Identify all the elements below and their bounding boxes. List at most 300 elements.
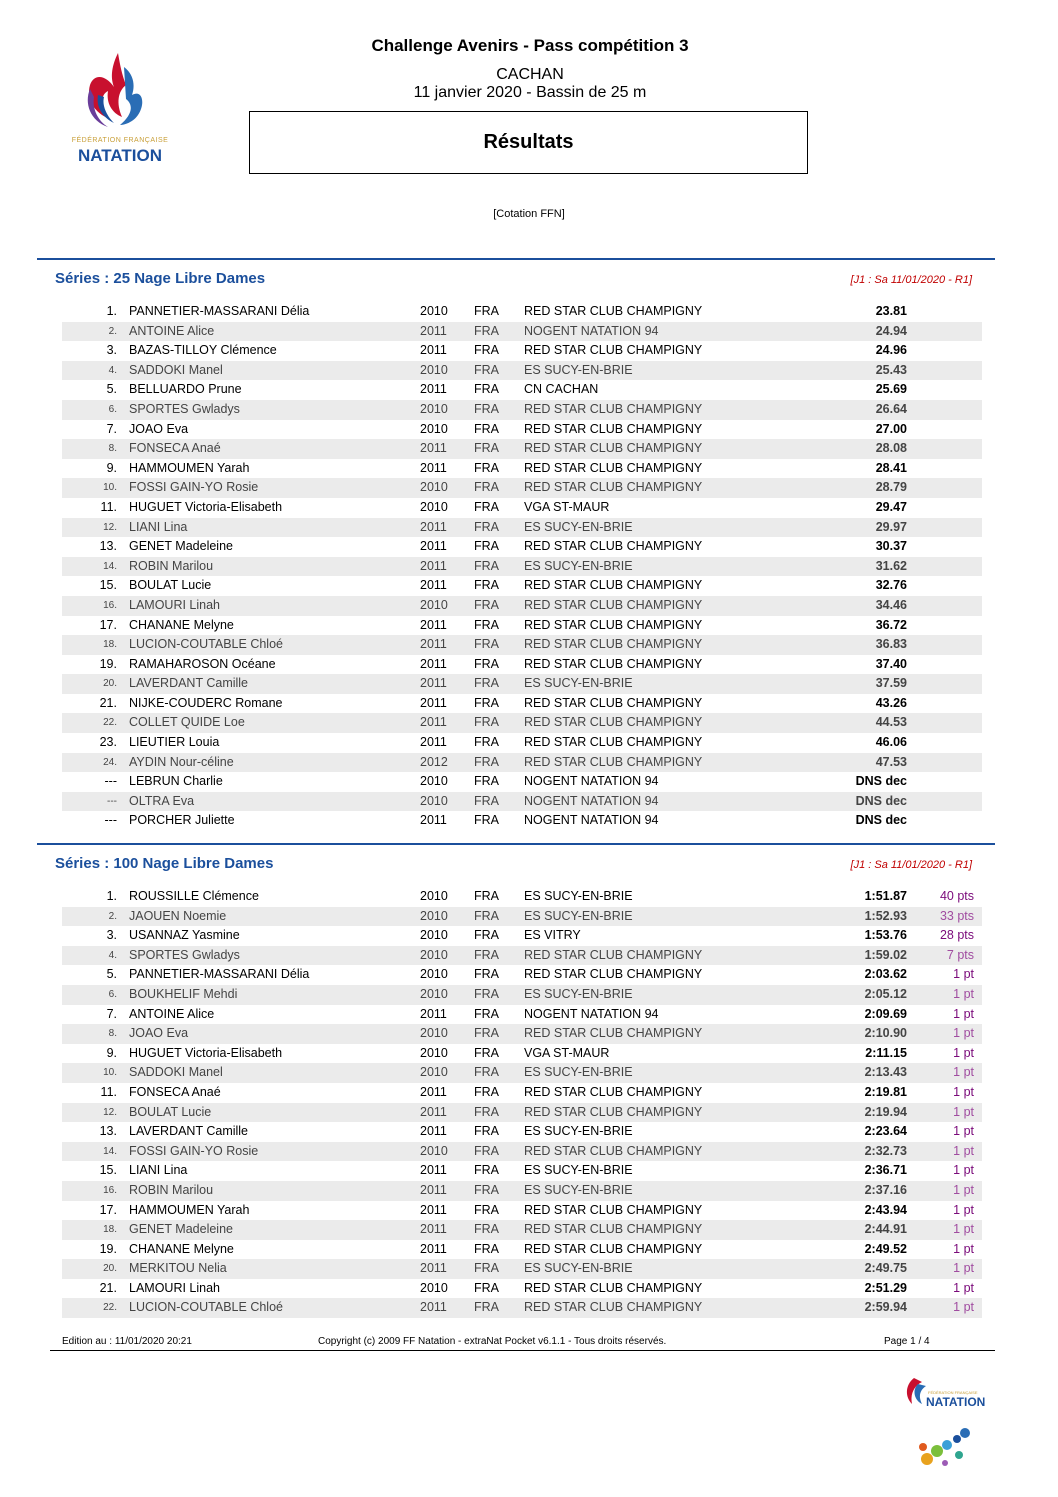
nationality: FRA <box>474 967 499 982</box>
nationality: FRA <box>474 304 499 318</box>
rank-cell: 4. <box>108 949 117 961</box>
rank-cell: 9. <box>106 1045 117 1060</box>
swimmer-name: FOSSI GAIN-YO Rosie <box>129 480 259 495</box>
results-table <box>62 887 982 1318</box>
nationality: FRA <box>474 986 499 1001</box>
table-row <box>62 674 982 694</box>
table-row <box>62 557 982 577</box>
club-name: RED STAR CLUB CHAMPIGNY <box>524 421 703 436</box>
rank-cell: 14. <box>103 1145 117 1157</box>
swimmer-name: SPORTES Gwladys <box>129 947 240 962</box>
birth-year: 2010 <box>420 499 448 514</box>
rooster-icon <box>60 45 180 137</box>
nationality: FRA <box>474 441 499 456</box>
club-name: ES VITRY <box>524 928 581 943</box>
table-row <box>62 420 982 440</box>
rank-cell: 22. <box>103 1302 117 1314</box>
race-time: 24.94 <box>875 323 907 338</box>
nationality: FRA <box>474 774 499 789</box>
table-row <box>62 478 982 498</box>
race-time: 46.06 <box>875 735 907 750</box>
birth-year: 2010 <box>420 362 448 377</box>
table-row <box>62 518 982 538</box>
section-session: [J1 : Sa 11/01/2020 - R1] <box>850 274 972 286</box>
table-row <box>62 400 982 420</box>
nationality: FRA <box>474 1280 499 1295</box>
rank-cell: 14. <box>103 560 117 572</box>
birth-year: 2010 <box>420 793 448 808</box>
birth-year: 2010 <box>420 1065 448 1080</box>
rank-cell: 10. <box>103 1067 117 1079</box>
race-time: 1:51.87 <box>864 889 907 903</box>
table-row <box>62 537 982 557</box>
table-row <box>62 1024 982 1044</box>
club-name: RED STAR CLUB CHAMPIGNY <box>524 343 703 358</box>
race-time: 29.97 <box>875 519 907 534</box>
rank-cell: 20. <box>103 678 117 690</box>
meet-date: 11 janvier 2020 - Bassin de 25 m <box>413 84 647 101</box>
table-row <box>62 1083 982 1103</box>
rank-cell: --- <box>104 774 117 789</box>
rank-cell: 3. <box>106 343 117 358</box>
table-row <box>62 655 982 675</box>
birth-year: 2010 <box>420 480 448 495</box>
logo-federation-text: FÉDÉRATION FRANÇAISE <box>71 137 169 144</box>
rank-cell: 21. <box>99 1280 117 1295</box>
race-time: 36.72 <box>875 617 907 632</box>
club-name: ES SUCY-EN-BRIE <box>524 558 633 573</box>
swimmer-name: ROBIN Marilou <box>129 558 214 573</box>
club-name: ES SUCY-EN-BRIE <box>524 1182 633 1197</box>
birth-year: 2011 <box>420 558 447 573</box>
table-row <box>62 772 982 792</box>
table-row <box>62 322 982 342</box>
birth-year: 2011 <box>420 813 447 828</box>
nationality: FRA <box>474 735 499 750</box>
race-time: 2:10.90 <box>864 1026 907 1041</box>
race-time: 44.53 <box>875 715 907 730</box>
birth-year: 2010 <box>420 597 448 612</box>
birth-year: 2011 <box>420 656 447 671</box>
birth-year: 2011 <box>420 343 447 358</box>
birth-year: 2010 <box>420 986 448 1001</box>
table-row <box>62 733 982 753</box>
points: 1 pt <box>953 1222 974 1237</box>
club-name: RED STAR CLUB CHAMPIGNY <box>524 715 703 730</box>
rank-cell: 10. <box>103 482 117 494</box>
swimmer-name: FOSSI GAIN-YO Rosie <box>129 1143 259 1158</box>
rank-cell: 4. <box>108 364 117 376</box>
club-name: RED STAR CLUB CHAMPIGNY <box>524 617 703 632</box>
club-name: ES SUCY-EN-BRIE <box>524 986 633 1001</box>
club-name: RED STAR CLUB CHAMPIGNY <box>524 1104 703 1119</box>
rank-cell: 2. <box>108 325 117 337</box>
rank-cell: 1. <box>106 889 117 903</box>
nationality: FRA <box>474 1300 499 1315</box>
table-row <box>62 753 982 773</box>
rank-cell: 18. <box>103 639 117 651</box>
nationality: FRA <box>474 1143 499 1158</box>
footer-divider <box>50 1350 995 1351</box>
table-row <box>62 1103 982 1123</box>
birth-year: 2010 <box>420 421 448 436</box>
club-name: ES SUCY-EN-BRIE <box>524 676 633 691</box>
club-name: RED STAR CLUB CHAMPIGNY <box>524 1084 703 1099</box>
race-time: 26.64 <box>875 401 907 416</box>
rank-cell: 17. <box>99 617 117 632</box>
table-row <box>62 302 982 322</box>
section-divider <box>37 843 995 845</box>
race-time: DNS dec <box>855 793 907 808</box>
nationality: FRA <box>474 1045 499 1060</box>
rank-cell: 12. <box>103 1106 117 1118</box>
points: 1 pt <box>953 1241 974 1256</box>
swimmer-name: MERKITOU Nelia <box>129 1261 227 1276</box>
swimmer-name: OLTRA Eva <box>129 793 195 808</box>
club-name: RED STAR CLUB CHAMPIGNY <box>524 1202 703 1217</box>
birth-year: 2011 <box>420 578 447 593</box>
swimmer-name: LIANI Lina <box>129 1163 188 1178</box>
club-name: NOGENT NATATION 94 <box>524 774 659 789</box>
rank-cell: 7. <box>106 421 117 436</box>
rank-cell: 8. <box>108 443 117 455</box>
birth-year: 2011 <box>420 460 447 475</box>
nationality: FRA <box>474 539 499 554</box>
swimmer-name: SPORTES Gwladys <box>129 401 240 416</box>
birth-year: 2011 <box>420 1163 447 1178</box>
results-heading: Résultats <box>483 131 574 153</box>
rank-cell: 23. <box>99 735 117 750</box>
race-time: 24.96 <box>875 343 907 358</box>
race-time: 2:32.73 <box>864 1143 907 1158</box>
table-row <box>62 1220 982 1240</box>
table-row <box>62 1122 982 1142</box>
birth-year: 2010 <box>420 774 448 789</box>
swimmer-name: ROUSSILLE Clémence <box>129 889 259 903</box>
table-row <box>62 616 982 636</box>
swimmer-name: BELLUARDO Prune <box>129 382 242 397</box>
race-time: 30.37 <box>875 539 907 554</box>
race-time: 1:59.02 <box>864 947 907 962</box>
swimmer-name: FONSECA Anaé <box>129 441 221 456</box>
club-name: RED STAR CLUB CHAMPIGNY <box>524 401 703 416</box>
club-name: ES SUCY-EN-BRIE <box>524 1065 633 1080</box>
rank-cell: 15. <box>99 1163 117 1178</box>
club-name: RED STAR CLUB CHAMPIGNY <box>524 1222 703 1237</box>
results-heading-box <box>249 111 808 174</box>
table-row <box>62 596 982 616</box>
club-name: NOGENT NATATION 94 <box>524 793 659 808</box>
rank-cell: 12. <box>103 521 117 533</box>
club-name: RED STAR CLUB CHAMPIGNY <box>524 637 703 652</box>
points: 1 pt <box>953 1045 974 1060</box>
swimmer-name: USANNAZ Yasmine <box>129 928 240 943</box>
club-name: CN CACHAN <box>524 382 599 397</box>
rank-cell: 2. <box>108 910 117 922</box>
table-row <box>62 1044 982 1064</box>
birth-year: 2011 <box>420 695 447 710</box>
rank-cell: 5. <box>106 967 117 982</box>
club-name: ES SUCY-EN-BRIE <box>524 889 633 903</box>
nationality: FRA <box>474 1222 499 1237</box>
points: 28 pts <box>939 928 974 943</box>
race-time: 2:59.94 <box>864 1300 907 1315</box>
birth-year: 2011 <box>420 735 447 750</box>
birth-year: 2011 <box>420 1300 447 1315</box>
race-time: 25.69 <box>875 382 907 397</box>
swimmer-name: GENET Madeleine <box>129 539 233 554</box>
rank-cell: 3. <box>106 928 117 943</box>
race-time: 31.62 <box>875 558 907 573</box>
swimmer-name: LIANI Lina <box>129 519 188 534</box>
rank-cell: 1. <box>106 304 117 318</box>
nationality: FRA <box>474 1065 499 1080</box>
swimmer-name: AYDIN Nour-céline <box>129 754 234 769</box>
nationality: FRA <box>474 480 499 495</box>
meet-title: Challenge Avenirs - Pass compétition 3 <box>371 36 689 55</box>
rank-cell: 11. <box>100 1084 117 1099</box>
table-row <box>62 1240 982 1260</box>
rank-cell: 9. <box>106 460 117 475</box>
swimmer-name: ANTOINE Alice <box>129 323 215 338</box>
table-row <box>62 439 982 459</box>
table-row <box>62 1142 982 1162</box>
nationality: FRA <box>474 460 499 475</box>
section-session: [J1 : Sa 11/01/2020 - R1] <box>850 859 972 871</box>
rank-cell: 6. <box>108 988 117 1000</box>
table-row <box>62 1161 982 1181</box>
birth-year: 2011 <box>420 715 447 730</box>
nationality: FRA <box>474 362 499 377</box>
club-name: NOGENT NATATION 94 <box>524 323 659 338</box>
swimmer-name: BOULAT Lucie <box>129 578 212 593</box>
race-time: 27.00 <box>875 421 907 436</box>
meet-city: CACHAN <box>496 66 564 83</box>
table-row <box>62 887 982 907</box>
cotation-label: [Cotation FFN] <box>493 208 565 220</box>
birth-year: 2011 <box>420 1104 447 1119</box>
birth-year: 2011 <box>420 1222 447 1237</box>
race-time: 37.40 <box>875 656 907 671</box>
club-name: RED STAR CLUB CHAMPIGNY <box>524 597 703 612</box>
birth-year: 2011 <box>420 617 447 632</box>
swimmer-name: CHANANE Melyne <box>129 617 234 632</box>
nationality: FRA <box>474 1241 499 1256</box>
birth-year: 2011 <box>420 1006 447 1021</box>
race-time: 2:19.94 <box>864 1104 907 1119</box>
nationality: FRA <box>474 343 499 358</box>
birth-year: 2010 <box>420 1280 448 1295</box>
nationality: FRA <box>474 597 499 612</box>
rank-cell: 13. <box>99 539 117 554</box>
swimmer-name: LEBRUN Charlie <box>129 774 223 789</box>
points: 7 pts <box>946 947 974 962</box>
rank-cell: 8. <box>108 1028 117 1040</box>
club-name: RED STAR CLUB CHAMPIGNY <box>524 754 703 769</box>
swimmer-name: LAVERDANT Camille <box>129 1124 249 1139</box>
nationality: FRA <box>474 637 499 652</box>
race-time: 28.08 <box>875 441 907 456</box>
nationality: FRA <box>474 382 499 397</box>
swimmer-name: JAOUEN Noemie <box>129 908 227 923</box>
swimmer-name: HAMMOUMEN Yarah <box>129 1202 250 1217</box>
birth-year: 2010 <box>420 967 448 982</box>
nationality: FRA <box>474 1026 499 1041</box>
swimmer-name: LAMOURI Linah <box>129 1280 221 1295</box>
footer-copyright: Copyright (c) 2009 FF Natation - extraNat Pocket v6.1.1 - Tous droits réservés. <box>318 1336 667 1347</box>
swimmer-name: LAVERDANT Camille <box>129 676 249 691</box>
nationality: FRA <box>474 928 499 943</box>
swimmer-name: FONSECA Anaé <box>129 1084 221 1099</box>
swimmer-name: SADDOKI Manel <box>129 362 223 377</box>
swimmer-name: BOUKHELIF Mehdi <box>129 986 238 1001</box>
nationality: FRA <box>474 1006 499 1021</box>
nationality: FRA <box>474 578 499 593</box>
points: 1 pt <box>953 1300 974 1315</box>
birth-year: 2010 <box>420 928 448 943</box>
club-name: VGA ST-MAUR <box>524 1045 610 1060</box>
rank-cell: 17. <box>99 1202 117 1217</box>
club-name: RED STAR CLUB CHAMPIGNY <box>524 578 703 593</box>
race-time: 2:36.71 <box>864 1163 907 1178</box>
birth-year: 2010 <box>420 889 448 903</box>
table-row <box>62 694 982 714</box>
rank-cell: 18. <box>103 1224 117 1236</box>
swimmer-name: ANTOINE Alice <box>129 1006 215 1021</box>
nationality: FRA <box>474 1084 499 1099</box>
birth-year: 2010 <box>420 401 448 416</box>
svg-text:NATATION: NATATION <box>926 1395 986 1409</box>
birth-year: 2011 <box>420 441 447 456</box>
nationality: FRA <box>474 421 499 436</box>
race-time: 2:13.43 <box>864 1065 907 1080</box>
nationality: FRA <box>474 499 499 514</box>
swimmer-name: LUCION-COUTABLE Chloé <box>129 637 283 652</box>
points: 1 pt <box>953 1026 974 1041</box>
nationality: FRA <box>474 676 499 691</box>
race-time: 37.59 <box>875 676 907 691</box>
race-time: 2:49.75 <box>864 1261 907 1276</box>
birth-year: 2010 <box>420 947 448 962</box>
rank-cell: 13. <box>99 1124 117 1139</box>
table-row <box>62 1005 982 1025</box>
birth-year: 2011 <box>420 1261 447 1276</box>
swimmer-name: BAZAS-TILLOY Clémence <box>129 343 277 358</box>
race-time: DNS dec <box>855 813 907 828</box>
birth-year: 2011 <box>420 1202 447 1217</box>
birth-year: 2011 <box>420 382 447 397</box>
rank-cell: 24. <box>103 756 117 768</box>
race-time: 1:52.93 <box>864 908 907 923</box>
club-name: RED STAR CLUB CHAMPIGNY <box>524 480 703 495</box>
nationality: FRA <box>474 1182 499 1197</box>
table-row <box>62 985 982 1005</box>
rank-cell: --- <box>107 795 117 807</box>
rank-cell: 20. <box>103 1263 117 1275</box>
swimmer-name: JOAO Eva <box>129 1026 189 1041</box>
table-row <box>62 635 982 655</box>
swimmer-name: LAMOURI Linah <box>129 597 221 612</box>
race-time: 2:37.16 <box>864 1182 907 1197</box>
points: 1 pt <box>953 1163 974 1178</box>
race-time: 2:23.64 <box>864 1124 907 1139</box>
table-row <box>62 713 982 733</box>
nationality: FRA <box>474 695 499 710</box>
race-time: DNS dec <box>855 774 907 789</box>
nationality: FRA <box>474 754 499 769</box>
birth-year: 2011 <box>420 637 447 652</box>
birth-year: 2010 <box>420 1143 448 1158</box>
rank-cell: 16. <box>103 1184 117 1196</box>
race-time: 28.41 <box>875 460 907 475</box>
points: 1 pt <box>953 1261 974 1276</box>
swimmer-name: LUCION-COUTABLE Chloé <box>129 1300 283 1315</box>
nationality: FRA <box>474 715 499 730</box>
race-time: 2:49.52 <box>864 1241 907 1256</box>
table-row <box>62 459 982 479</box>
nationality: FRA <box>474 1261 499 1276</box>
nationality: FRA <box>474 323 499 338</box>
table-row <box>62 498 982 518</box>
race-time: 2:03.62 <box>864 967 907 982</box>
nationality: FRA <box>474 889 499 903</box>
points: 1 pt <box>953 1280 974 1295</box>
rank-cell: 11. <box>100 499 117 514</box>
table-row <box>62 965 982 985</box>
results-table <box>62 302 982 831</box>
points: 1 pt <box>953 1104 974 1119</box>
rank-cell: 19. <box>99 656 117 671</box>
table-row <box>62 361 982 381</box>
rank-cell: 21. <box>99 695 117 710</box>
rank-cell: 19. <box>99 1241 117 1256</box>
birth-year: 2011 <box>420 1241 447 1256</box>
table-row <box>62 1279 982 1299</box>
birth-year: 2011 <box>420 1124 447 1139</box>
club-name: RED STAR CLUB CHAMPIGNY <box>524 441 703 456</box>
footer-edition: Edition au : 11/01/2020 20:21 <box>62 1336 192 1347</box>
table-row <box>62 811 982 831</box>
birth-year: 2011 <box>420 323 447 338</box>
swimmer-name: HUGUET Victoria-Elisabeth <box>129 499 283 514</box>
table-row <box>62 341 982 361</box>
race-time: 28.79 <box>875 480 907 495</box>
table-row <box>62 1181 982 1201</box>
rank-cell: 7. <box>106 1006 117 1021</box>
points: 1 pt <box>953 1202 974 1217</box>
swimmer-name: PORCHER Juliette <box>129 813 235 828</box>
nationality: FRA <box>474 656 499 671</box>
swimmer-name: CHANANE Melyne <box>129 1241 234 1256</box>
race-time: 34.46 <box>875 597 907 612</box>
ffn-small-logo <box>900 1370 992 1418</box>
swimmer-name: HUGUET Victoria-Elisabeth <box>129 1045 283 1060</box>
swimmer-name: RAMAHAROSON Océane <box>129 656 276 671</box>
race-time: 2:09.69 <box>864 1006 907 1021</box>
club-name: NOGENT NATATION 94 <box>524 813 659 828</box>
points: 1 pt <box>953 1084 974 1099</box>
points: 1 pt <box>953 1006 974 1021</box>
rank-cell: 5. <box>106 382 117 397</box>
birth-year: 2011 <box>420 1084 447 1099</box>
race-time: 2:19.81 <box>864 1084 907 1099</box>
swimmer-name: GENET Madeleine <box>129 1222 233 1237</box>
points: 1 pt <box>953 967 974 982</box>
nationality: FRA <box>474 617 499 632</box>
points: 1 pt <box>953 1124 974 1139</box>
nationality: FRA <box>474 1104 499 1119</box>
club-name: RED STAR CLUB CHAMPIGNY <box>524 656 703 671</box>
